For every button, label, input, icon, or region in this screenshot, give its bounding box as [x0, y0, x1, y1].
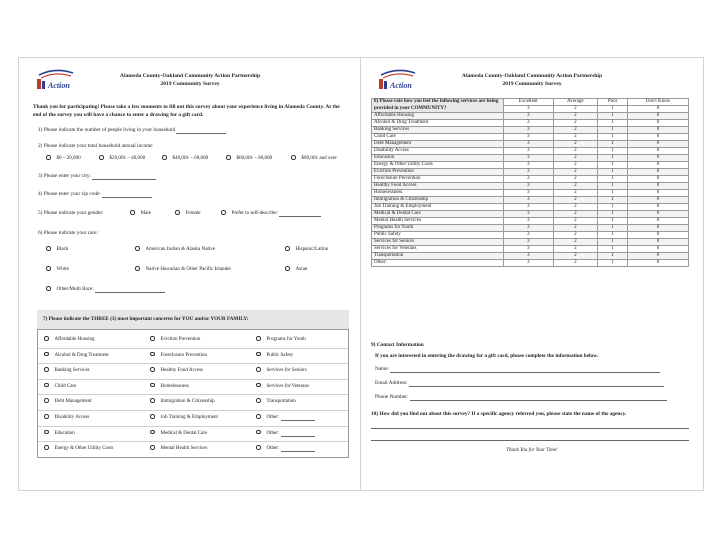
income-option-2[interactable]: $20,001 – 40,000 — [99, 155, 145, 162]
rating-choice[interactable]: 2 — [553, 218, 598, 225]
concern-option[interactable] — [150, 430, 207, 437]
rating-choice[interactable]: 0 — [628, 148, 689, 155]
concern-option[interactable] — [150, 367, 203, 374]
concerns-grid-divider — [38, 410, 348, 411]
q4-label: 4) Please enter your zip code: — [38, 191, 152, 198]
radio-icon[interactable] — [135, 266, 140, 271]
q7-header: 7) Please indicate the THREE (3) most important concerns for YOU and/or YOUR FAMILY: — [37, 310, 349, 329]
radio-icon[interactable] — [256, 352, 261, 357]
rating-choice[interactable]: 3 — [504, 134, 554, 141]
rating-choice[interactable]: 3 — [504, 148, 554, 155]
intro-text: Thank you for participating! Please take a few moments to fill out this survey about your experience living in Alameda County. At the end of the survey you will have a chance to enter a drawing for a gift card. — [33, 104, 340, 118]
header-excellent: Excellent — [504, 99, 554, 106]
concern-option[interactable] — [44, 445, 113, 452]
concern-option[interactable] — [44, 430, 75, 437]
rating-choice[interactable]: 1 — [598, 232, 628, 239]
service-label: Banking Services — [372, 127, 504, 134]
q2-label: 2) Please indicate your total household annual income — [38, 143, 153, 149]
concerns-grid-divider — [38, 426, 348, 427]
service-label: Services for Seniors — [372, 239, 504, 246]
rating-choice[interactable]: 2 — [553, 183, 598, 190]
radio-icon[interactable] — [256, 383, 261, 388]
rating-choice[interactable]: 2 — [553, 134, 598, 141]
q1-label: 1) Please indicate the number of people living in your household — [38, 127, 226, 134]
q6-label: 6) Please indicate your race: — [38, 230, 99, 236]
rating-choice[interactable]: 0 — [628, 169, 689, 176]
q10-answer-line-2[interactable] — [371, 440, 689, 441]
service-label: Public Safety — [372, 232, 504, 239]
concern-label: Immigration & Citizenship — [160, 399, 215, 405]
concern-option[interactable] — [256, 445, 315, 452]
radio-icon[interactable] — [221, 210, 226, 215]
rating-choice[interactable]: 2 — [553, 127, 598, 134]
concern-other-input[interactable] — [281, 431, 315, 437]
header-average: Average — [553, 99, 598, 106]
concern-label: Banking Services — [54, 368, 90, 374]
race-black[interactable]: Black — [46, 246, 68, 253]
value-dont-know: 0 — [628, 106, 689, 113]
concerns-grid-divider — [38, 441, 348, 442]
contact-email: Email Address: — [375, 380, 664, 387]
rating-choice[interactable]: 3 — [504, 141, 554, 148]
zip-input[interactable] — [102, 192, 152, 198]
rating-choice[interactable]: 0 — [628, 141, 689, 148]
service-label: Other: — [372, 260, 504, 267]
rating-choice[interactable]: 2 — [553, 197, 598, 204]
rating-choice[interactable]: 2 — [553, 190, 598, 197]
rating-choice[interactable]: 0 — [628, 211, 689, 218]
service-label: Homelessness — [372, 190, 504, 197]
rating-row — [372, 239, 689, 246]
concern-label: Programs for Youth — [266, 337, 306, 342]
rating-choice[interactable]: 3 — [504, 239, 554, 246]
radio-icon[interactable] — [150, 352, 155, 357]
thanks-text: Thank You for Your Time! — [506, 448, 558, 453]
rating-choice[interactable]: 3 — [504, 253, 554, 260]
rating-choice[interactable]: 3 — [504, 183, 554, 190]
rating-row — [372, 183, 689, 190]
concern-label: Education — [54, 430, 75, 436]
concern-option[interactable] — [256, 414, 315, 421]
rating-choice[interactable]: 0 — [628, 204, 689, 211]
rating-row — [372, 155, 689, 162]
concern-option[interactable] — [256, 336, 306, 343]
page1-header — [19, 67, 361, 97]
concern-label: Public Safety — [266, 352, 294, 358]
rating-choice[interactable]: 0 — [628, 127, 689, 134]
rating-choice[interactable]: 2 — [553, 232, 598, 239]
rating-choice[interactable]: 0 — [628, 239, 689, 246]
rating-choice[interactable]: 1 — [598, 260, 628, 267]
radio-icon[interactable] — [135, 246, 140, 251]
rating-row — [372, 218, 689, 225]
rating-choice[interactable]: 0 — [628, 197, 689, 204]
concern-label: Eviction Prevention — [160, 337, 201, 342]
rating-choice[interactable]: 0 — [628, 253, 689, 260]
rating-row — [372, 176, 689, 183]
concern-label: Other: — [266, 446, 280, 452]
income-option-4[interactable]: $60,001 – 80,000 — [226, 155, 272, 162]
service-label: Medical & Dental Care — [372, 211, 504, 218]
service-label: Transportation — [372, 253, 504, 260]
rating-choice[interactable]: 0 — [628, 190, 689, 197]
rating-choice[interactable]: 3 — [504, 232, 554, 239]
survey-title: 2019 Community Survey — [502, 81, 562, 87]
concern-label: Child Care — [54, 383, 77, 389]
rating-choice[interactable]: 0 — [628, 162, 689, 169]
city-input[interactable] — [92, 174, 156, 180]
rating-choice[interactable]: 1 — [598, 120, 628, 127]
concern-option[interactable] — [44, 383, 76, 390]
concerns-grid — [37, 329, 349, 458]
rating-choice[interactable]: 1 — [598, 148, 628, 155]
rating-choice[interactable]: 2 — [553, 225, 598, 232]
concern-other-input[interactable] — [281, 446, 315, 452]
concern-label: Services for Veterans — [266, 383, 309, 389]
concern-label: Healthy Food Access — [160, 368, 203, 374]
service-label: Alcohol & Drug Treatment — [372, 120, 504, 127]
q3-label: 3) Please enter your city: — [38, 173, 156, 180]
radio-icon[interactable] — [256, 445, 261, 450]
rating-row — [372, 225, 689, 232]
rating-table — [371, 98, 689, 267]
rating-choice[interactable]: 1 — [598, 225, 628, 232]
radio-icon[interactable] — [130, 210, 135, 215]
rating-choice[interactable]: 2 — [553, 253, 598, 260]
rating-choice[interactable]: 1 — [598, 197, 628, 204]
concern-option[interactable] — [150, 336, 200, 343]
race-american-indian[interactable]: American Indian & Alaska Native — [135, 246, 215, 253]
phone-input[interactable] — [410, 395, 667, 401]
radio-icon[interactable] — [285, 246, 290, 251]
concern-label: Other: — [266, 430, 280, 436]
rating-row — [372, 246, 689, 253]
service-label: Services for Veterans — [372, 246, 504, 253]
service-label: Affordable Housing — [372, 113, 504, 120]
header-dont-know: Don't Know — [628, 99, 689, 106]
concern-label: Energy & Other Utility Costs — [54, 446, 114, 452]
radio-icon[interactable] — [285, 266, 290, 271]
service-label: Eviction Prevention — [372, 169, 504, 176]
rating-row — [372, 113, 689, 120]
radio-icon[interactable] — [44, 352, 49, 357]
rating-choice[interactable]: 0 — [628, 134, 689, 141]
concern-label: Mental Health Services — [160, 446, 208, 452]
rating-choice[interactable]: 3 — [504, 176, 554, 183]
rating-choice[interactable]: 1 — [598, 162, 628, 169]
concern-option[interactable] — [256, 430, 315, 437]
rating-row — [372, 127, 689, 134]
income-option-3[interactable]: $40,001 – 60,000 — [162, 155, 208, 162]
concern-label: Job Training & Employment — [160, 415, 218, 420]
service-label: Immigration & Citizenship — [372, 197, 504, 204]
radio-icon[interactable] — [46, 286, 51, 291]
rating-choice[interactable]: 3 — [504, 204, 554, 211]
race-white[interactable]: White — [46, 266, 69, 273]
radio-icon[interactable] — [44, 367, 49, 372]
gender-self-describe[interactable]: Prefer to self-describe: — [221, 210, 321, 217]
rating-choice[interactable]: 3 — [504, 190, 554, 197]
race-other-input[interactable] — [95, 287, 165, 293]
q5-label: 5) Please indicate your gender: — [38, 210, 104, 216]
radio-icon[interactable] — [256, 336, 261, 341]
rating-choice[interactable]: 2 — [553, 141, 598, 148]
page2-header — [361, 67, 703, 97]
logo-text: Action — [390, 81, 412, 90]
concern-label: Affordable Housing — [54, 337, 95, 342]
q1-input[interactable] — [176, 128, 226, 134]
survey-title: 2019 Community Survey — [160, 81, 220, 87]
service-label: Healthy Food Access — [372, 183, 504, 190]
gender-male[interactable]: Male — [130, 210, 151, 217]
rating-choice[interactable]: 1 — [598, 183, 628, 190]
concerns-grid-divider — [38, 394, 348, 395]
service-label: Disability Access — [372, 148, 504, 155]
radio-icon[interactable] — [99, 155, 104, 160]
radio-icon[interactable] — [150, 383, 155, 388]
rating-choice[interactable]: 3 — [504, 120, 554, 127]
contact-phone: Phone Number: — [375, 394, 667, 401]
rating-choice[interactable]: 2 — [553, 162, 598, 169]
radio-icon[interactable] — [226, 155, 231, 160]
radio-icon[interactable] — [44, 430, 49, 435]
concern-option[interactable] — [44, 414, 89, 421]
rating-choice[interactable]: 2 — [553, 113, 598, 120]
rating-choice[interactable]: 2 — [553, 176, 598, 183]
org-name: Alameda County-Oakland Community Action Partnership — [461, 73, 603, 79]
rating-row — [372, 260, 689, 267]
radio-icon[interactable] — [150, 367, 155, 372]
rating-choice[interactable]: 1 — [598, 239, 628, 246]
rating-row — [372, 134, 689, 141]
rating-choice[interactable]: 1 — [598, 218, 628, 225]
rating-choice[interactable]: 0 — [628, 260, 689, 267]
concern-option[interactable] — [256, 367, 307, 374]
rating-choice[interactable]: 0 — [628, 232, 689, 239]
contact-intro: If you are interested in entering the drawing for a gift card, please complete the information below. — [375, 353, 599, 359]
radio-icon[interactable] — [44, 383, 49, 388]
concern-label: Foreclosure Prevention — [160, 352, 208, 358]
rating-choice[interactable]: 2 — [553, 211, 598, 218]
concern-option[interactable] — [256, 383, 309, 390]
service-label: Energy & Other Utility Costs — [372, 162, 504, 169]
rating-choice[interactable]: 3 — [504, 246, 554, 253]
radio-icon[interactable] — [291, 155, 296, 160]
rating-choice[interactable]: 1 — [598, 134, 628, 141]
rating-choice[interactable]: 1 — [598, 176, 628, 183]
rating-choice[interactable]: 3 — [504, 197, 554, 204]
radio-icon[interactable] — [46, 155, 51, 160]
rating-choice[interactable]: 1 — [598, 190, 628, 197]
rating-choice[interactable]: 3 — [504, 260, 554, 267]
rating-row — [372, 120, 689, 127]
rating-choice[interactable]: 2 — [553, 246, 598, 253]
service-label: Job Training & Employment — [372, 204, 504, 211]
radio-icon[interactable] — [46, 246, 51, 251]
rating-choice[interactable]: 3 — [504, 162, 554, 169]
service-label: Child Care — [372, 134, 504, 141]
rating-choice[interactable]: 0 — [628, 225, 689, 232]
rating-choice[interactable]: 3 — [504, 113, 554, 120]
org-name: Alameda County-Oakland Community Action Partnership — [119, 73, 261, 79]
email-input[interactable] — [409, 381, 664, 387]
rating-choice[interactable]: 3 — [504, 218, 554, 225]
page1-org-title — [19, 72, 361, 88]
radio-icon[interactable] — [150, 430, 155, 435]
concern-label: Homelessness — [160, 383, 189, 389]
rating-choice[interactable]: 3 — [504, 225, 554, 232]
radio-icon[interactable] — [256, 367, 261, 372]
radio-icon[interactable] — [150, 414, 155, 419]
rating-choice[interactable]: 0 — [628, 120, 689, 127]
rating-choice[interactable]: 2 — [553, 260, 598, 267]
rating-choice[interactable]: 0 — [628, 113, 689, 120]
rating-row — [372, 197, 689, 204]
rating-choice[interactable]: 2 — [553, 239, 598, 246]
service-label: Programs for Youth — [372, 225, 504, 232]
concern-label: Other: — [266, 415, 280, 420]
value-excellent: 3 — [504, 106, 554, 113]
concerns-grid-divider — [38, 348, 348, 349]
q10-label: 10) How did you find out about this survey? If a specific agency referred you, please state the name of the agency. — [371, 411, 627, 417]
concern-label: Services for Seniors — [266, 368, 307, 374]
radio-icon[interactable] — [256, 414, 261, 419]
value-poor: 1 — [598, 106, 628, 113]
service-label: Debt Management — [372, 141, 504, 148]
concern-label: Debt Management — [54, 399, 92, 405]
radio-icon[interactable] — [256, 430, 261, 435]
concern-other-input[interactable] — [281, 415, 315, 421]
rating-row — [372, 232, 689, 239]
rating-row — [372, 253, 689, 260]
rating-row — [372, 190, 689, 197]
concern-option[interactable] — [44, 352, 109, 359]
rating-choice[interactable]: 0 — [628, 176, 689, 183]
race-other[interactable]: Other/Multi Race: — [46, 286, 165, 293]
concerns-grid-divider — [38, 379, 348, 380]
rating-row — [372, 162, 689, 169]
radio-icon[interactable] — [162, 155, 167, 160]
concern-option[interactable] — [44, 367, 90, 374]
rating-choice[interactable]: 3 — [504, 155, 554, 162]
radio-icon[interactable] — [150, 336, 155, 341]
concern-option[interactable] — [44, 336, 95, 343]
rating-choice[interactable]: 1 — [598, 155, 628, 162]
rating-choice[interactable]: 1 — [598, 204, 628, 211]
gender-female[interactable]: Female — [175, 210, 201, 217]
rating-choice[interactable]: 1 — [598, 141, 628, 148]
radio-icon[interactable] — [44, 336, 49, 341]
rating-row — [372, 211, 689, 218]
rating-choice[interactable]: 2 — [553, 148, 598, 155]
rating-choice[interactable]: 3 — [504, 127, 554, 134]
radio-icon[interactable] — [44, 398, 49, 403]
radio-icon[interactable] — [44, 445, 49, 450]
concern-option[interactable] — [150, 352, 207, 359]
radio-icon[interactable] — [44, 414, 49, 419]
rating-row — [372, 204, 689, 211]
race-asian[interactable]: Asian — [285, 266, 307, 273]
rating-choice[interactable]: 0 — [628, 183, 689, 190]
logo-text: Action — [48, 81, 70, 90]
rating-choice[interactable]: 2 — [553, 120, 598, 127]
rating-choice[interactable]: 2 — [553, 155, 598, 162]
page2-org-title — [361, 72, 703, 88]
rating-choice[interactable]: 1 — [598, 253, 628, 260]
service-label: Foreclosure Prevention — [372, 176, 504, 183]
rating-choice[interactable]: 0 — [628, 218, 689, 225]
rating-choice[interactable]: 3 — [504, 211, 554, 218]
radio-icon[interactable] — [150, 445, 155, 450]
rating-row — [372, 141, 689, 148]
radio-icon[interactable] — [46, 266, 51, 271]
income-option-1[interactable]: $0 – 20,000 — [46, 155, 81, 162]
concern-label: Disability Access — [54, 415, 90, 420]
rating-choice[interactable]: 2 — [553, 169, 598, 176]
concerns-grid-divider — [38, 363, 348, 364]
concern-option[interactable] — [150, 398, 215, 405]
radio-icon[interactable] — [150, 398, 155, 403]
value-average: 2 — [553, 106, 598, 113]
concern-option[interactable] — [150, 445, 207, 452]
concern-option[interactable] — [256, 398, 296, 405]
concern-option[interactable] — [44, 398, 92, 405]
q9-label: 9) Contact Information — [371, 342, 424, 348]
rating-row — [372, 169, 689, 176]
service-label: Education — [372, 155, 504, 162]
race-hispanic[interactable]: Hispanic/Latino — [285, 246, 328, 253]
rating-choice[interactable]: 3 — [504, 169, 554, 176]
q10-answer-line-1[interactable] — [371, 428, 689, 429]
concern-option[interactable] — [150, 414, 218, 421]
radio-icon[interactable] — [175, 210, 180, 215]
rating-choice[interactable]: 1 — [598, 113, 628, 120]
concern-label: Medical & Dental Care — [160, 430, 208, 436]
header-poor: Poor — [598, 99, 628, 106]
concern-label: Transportation — [266, 399, 296, 405]
rating-choice[interactable]: 1 — [598, 246, 628, 253]
rating-choice[interactable]: 1 — [598, 169, 628, 176]
income-option-5[interactable]: $80,001 and over — [291, 155, 337, 162]
rating-choice[interactable]: 0 — [628, 246, 689, 253]
name-input[interactable] — [390, 367, 660, 373]
service-label: Mental Health Services — [372, 218, 504, 225]
q8-header: 8) Please rate how you feel the following services are being provided in your COMMUNITY? — [372, 99, 504, 113]
radio-icon[interactable] — [256, 398, 261, 403]
contact-name: Name: — [375, 366, 660, 373]
concern-label: Alcohol & Drug Treatment — [54, 352, 109, 358]
rating-row — [372, 148, 689, 155]
rating-choice[interactable]: 0 — [628, 155, 689, 162]
gender-describe-input[interactable] — [279, 211, 321, 217]
concern-option[interactable] — [150, 383, 189, 390]
rating-choice[interactable]: 2 — [553, 204, 598, 211]
concern-option[interactable] — [256, 352, 293, 359]
rating-choice[interactable]: 1 — [598, 127, 628, 134]
race-native-hawaiian[interactable]: Native Hawaiian & Other Pacific Islander — [135, 266, 231, 273]
rating-choice[interactable]: 1 — [598, 211, 628, 218]
